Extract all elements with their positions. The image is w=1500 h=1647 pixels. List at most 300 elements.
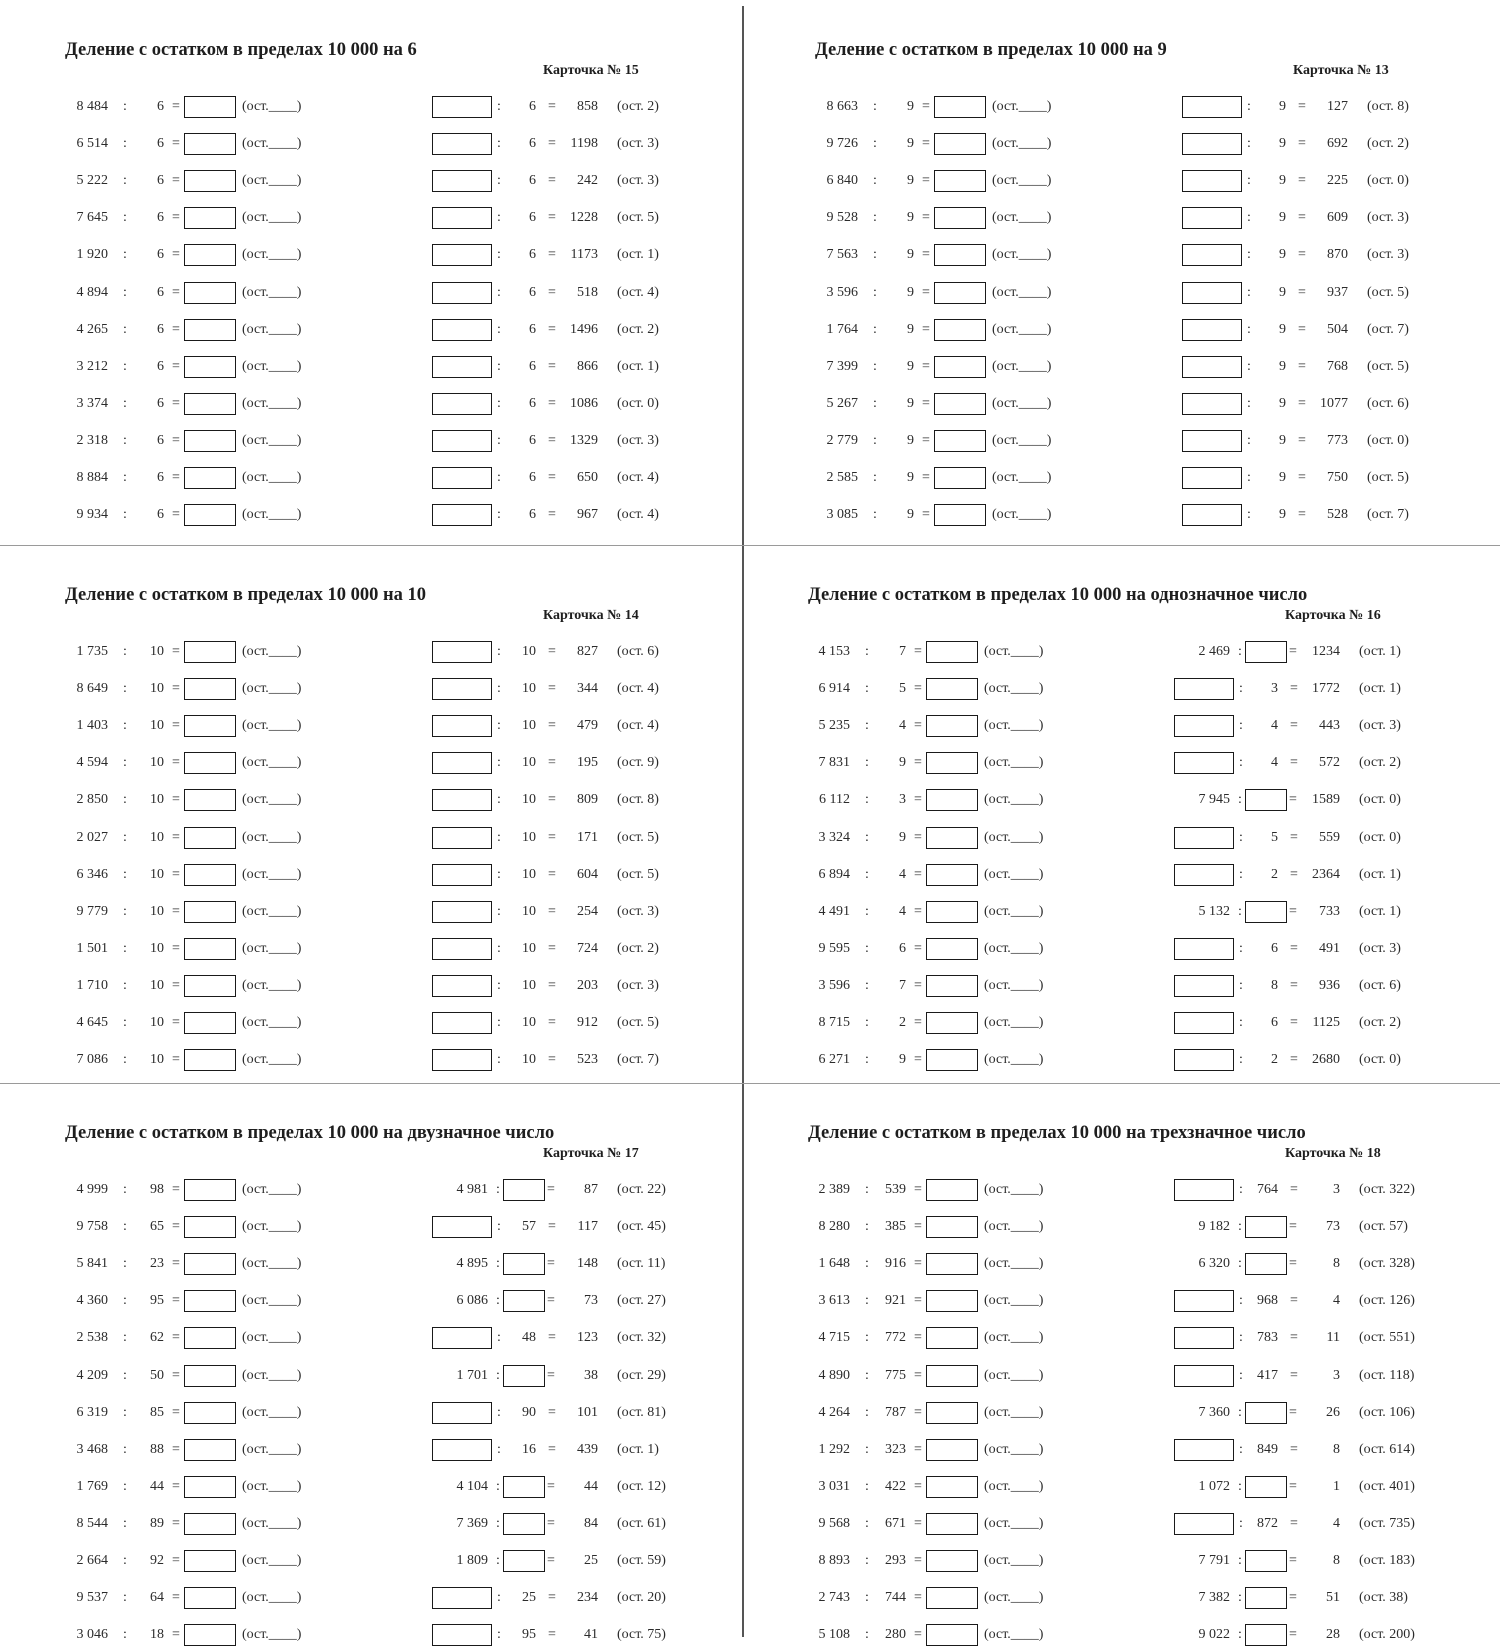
divisor: 9 [907, 321, 914, 337]
remainder-blank[interactable]: (ост.____) [992, 99, 1052, 114]
dividend-box[interactable] [432, 1049, 492, 1071]
dividend-box[interactable] [432, 504, 492, 526]
dividend-box[interactable] [1182, 244, 1242, 266]
answer-box[interactable] [934, 282, 986, 304]
answer-box[interactable] [926, 1327, 978, 1349]
answer-box[interactable] [184, 715, 236, 737]
equation-row [0, 1048, 742, 1072]
remainder-blank[interactable]: (ост.____) [242, 1182, 302, 1197]
divisor: 9 [1279, 470, 1286, 485]
answer-box[interactable] [926, 1587, 978, 1609]
answer-box[interactable] [184, 1365, 236, 1387]
divisor: 9 [1279, 395, 1286, 411]
answer-box[interactable] [184, 975, 236, 997]
remainder-blank[interactable]: (ост.____) [242, 432, 302, 448]
answer-box[interactable] [184, 1550, 236, 1572]
dividend: 4 153 [818, 644, 850, 659]
remainder-blank[interactable]: (ост.____) [242, 1627, 302, 1643]
quotient: 609 [1327, 210, 1348, 226]
dividend-box[interactable] [1182, 96, 1242, 118]
answer-box[interactable] [934, 504, 986, 526]
answer-box[interactable] [184, 1012, 236, 1034]
remainder-blank[interactable]: (ост.____) [242, 1404, 302, 1420]
equals-sign: = [172, 1478, 180, 1494]
divisor-box[interactable] [1245, 1476, 1287, 1498]
remainder-blank[interactable]: (ост.____) [242, 903, 302, 919]
remainder-blank[interactable]: (ост.____) [242, 829, 302, 845]
remainder-blank[interactable]: (ост.____) [242, 1553, 302, 1568]
divisor: 9 [907, 507, 914, 523]
divisor: 921 [885, 1293, 906, 1309]
remainder-blank[interactable]: (ост.____) [984, 1330, 1044, 1346]
remainder-blank[interactable]: (ост.____) [984, 1015, 1044, 1030]
dividend: 1 735 [76, 644, 108, 659]
dividend-box[interactable] [432, 827, 492, 849]
remainder-blank[interactable]: (ост.____) [984, 940, 1044, 956]
dividend-box[interactable] [432, 96, 492, 118]
card-title: Деление с остатком в пределах 10 000 на 6 [65, 40, 417, 60]
answer-box[interactable] [184, 901, 236, 923]
remainder-blank[interactable]: (ост.____) [984, 1293, 1044, 1309]
equals-sign: = [548, 99, 556, 114]
dividend-box[interactable] [432, 789, 492, 811]
remainder-blank[interactable]: (ост.____) [242, 358, 302, 374]
divisor: 10 [522, 792, 536, 808]
remainder-blank[interactable]: (ост.____) [984, 1478, 1044, 1494]
answer-box[interactable] [184, 133, 236, 155]
answer-box[interactable] [926, 1216, 978, 1238]
answer-box[interactable] [184, 430, 236, 452]
dividend: 9 182 [1198, 1219, 1230, 1235]
divisor-box[interactable] [1245, 1624, 1287, 1646]
equals-sign: = [172, 1627, 180, 1643]
answer-box[interactable] [926, 1513, 978, 1535]
answer-box[interactable] [184, 641, 236, 663]
answer-box[interactable] [934, 393, 986, 415]
remainder-blank[interactable]: (ост.____) [242, 1330, 302, 1346]
remainder-blank[interactable]: (ост.____) [242, 792, 302, 808]
answer-box[interactable] [926, 752, 978, 774]
remainder-blank[interactable]: (ост.____) [992, 136, 1052, 152]
divisor-box[interactable] [1245, 1216, 1287, 1238]
dividend-box[interactable] [1174, 975, 1234, 997]
divisor-box[interactable] [1245, 789, 1287, 811]
answer-box[interactable] [184, 467, 236, 489]
answer-box[interactable] [926, 789, 978, 811]
colon-sign: : [496, 1182, 500, 1197]
divisor: 16 [522, 1441, 536, 1457]
divisor-box[interactable] [1245, 1253, 1287, 1275]
answer-box[interactable] [926, 901, 978, 923]
remainder-blank[interactable]: (ост.____) [984, 755, 1044, 771]
dividend-box[interactable] [1174, 1290, 1234, 1312]
answer-box[interactable] [184, 1049, 236, 1071]
answer-box[interactable] [934, 467, 986, 489]
dividend-box[interactable] [432, 1624, 492, 1646]
remainder-blank[interactable]: (ост.____) [984, 1182, 1044, 1197]
answer-box[interactable] [926, 975, 978, 997]
quotient: 724 [577, 940, 598, 956]
remainder-blank[interactable]: (ост.____) [984, 1219, 1044, 1235]
divisor: 10 [522, 718, 536, 734]
colon-sign: : [1247, 99, 1251, 114]
quotient: 870 [1327, 247, 1348, 263]
dividend-box[interactable] [432, 1327, 492, 1349]
dividend-box[interactable] [432, 244, 492, 266]
answer-box[interactable] [184, 1624, 236, 1646]
dividend-box[interactable] [1182, 319, 1242, 341]
equals-sign: = [1289, 1219, 1297, 1235]
remainder-blank[interactable]: (ост.____) [242, 1219, 302, 1235]
divisor: 10 [150, 903, 164, 919]
remainder-blank[interactable]: (ост.____) [242, 1590, 302, 1606]
divisor-box[interactable] [503, 1179, 545, 1201]
answer-box[interactable] [184, 678, 236, 700]
remainder-blank[interactable]: (ост.____) [992, 470, 1052, 485]
dividend-box[interactable] [432, 393, 492, 415]
equation-row [0, 1549, 742, 1573]
dividend-box[interactable] [432, 1216, 492, 1238]
remainder-blank[interactable]: (ост.____) [242, 1052, 302, 1068]
answer-box[interactable] [934, 133, 986, 155]
quotient: 41 [584, 1627, 598, 1643]
colon-sign: : [865, 1330, 869, 1346]
remainder-blank[interactable]: (ост.____) [242, 940, 302, 956]
remainder-blank[interactable]: (ост.____) [242, 1478, 302, 1494]
remainder-blank[interactable]: (ост.____) [984, 1553, 1044, 1568]
divisor-box[interactable] [503, 1550, 545, 1572]
dividend-box[interactable] [1174, 678, 1234, 700]
divisor-box[interactable] [1245, 641, 1287, 663]
dividend: 2 469 [1198, 644, 1230, 659]
equals-sign: = [922, 321, 930, 337]
dividend-box[interactable] [432, 901, 492, 923]
remainder-blank[interactable]: (ост.____) [242, 507, 302, 523]
quotient: 1125 [1312, 1015, 1340, 1030]
divisor-box[interactable] [1245, 901, 1287, 923]
dividend-box[interactable] [1182, 504, 1242, 526]
remainder-blank[interactable]: (ост.____) [984, 1441, 1044, 1457]
dividend-box[interactable] [1174, 1365, 1234, 1387]
remainder-blank[interactable]: (ост.____) [992, 284, 1052, 300]
divisor-box[interactable] [503, 1513, 545, 1535]
divisor: 10 [150, 681, 164, 697]
colon-sign: : [497, 210, 501, 226]
dividend-box[interactable] [432, 133, 492, 155]
answer-box[interactable] [934, 244, 986, 266]
colon-sign: : [1239, 1052, 1243, 1068]
divisor-box[interactable] [503, 1290, 545, 1312]
answer-box[interactable] [934, 356, 986, 378]
equation-row [742, 1549, 1484, 1573]
remainder-blank[interactable]: (ост.____) [984, 1515, 1044, 1531]
dividend-box[interactable] [1174, 1327, 1234, 1349]
answer-box[interactable] [926, 1253, 978, 1275]
answer-box[interactable] [184, 282, 236, 304]
answer-box[interactable] [934, 96, 986, 118]
remainder-blank[interactable]: (ост.____) [242, 1256, 302, 1272]
answer-box[interactable] [184, 356, 236, 378]
divisor: 9 [899, 1052, 906, 1068]
remainder-blank[interactable]: (ост.____) [242, 99, 302, 114]
colon-sign: : [865, 755, 869, 771]
dividend-box[interactable] [432, 319, 492, 341]
dividend: 6 914 [818, 681, 850, 697]
answer-box[interactable] [926, 1012, 978, 1034]
divisor: 6 [157, 210, 164, 226]
dividend-box[interactable] [432, 1439, 492, 1461]
answer-box[interactable] [926, 864, 978, 886]
dividend: 1 648 [818, 1256, 850, 1272]
dividend-box[interactable] [432, 678, 492, 700]
dividend-box[interactable] [432, 938, 492, 960]
remainder-blank[interactable]: (ост.____) [242, 1293, 302, 1309]
answer-box[interactable] [184, 864, 236, 886]
answer-box[interactable] [926, 1290, 978, 1312]
answer-box[interactable] [184, 207, 236, 229]
answer-box[interactable] [926, 1439, 978, 1461]
dividend-box[interactable] [1182, 133, 1242, 155]
colon-sign: : [497, 1015, 501, 1030]
quotient: 225 [1327, 173, 1348, 189]
dividend-box[interactable] [432, 1402, 492, 1424]
divisor-box[interactable] [503, 1365, 545, 1387]
remainder-blank[interactable]: (ост.____) [242, 681, 302, 697]
remainder-blank[interactable]: (ост.____) [984, 644, 1044, 659]
remainder-blank[interactable]: (ост.____) [984, 1404, 1044, 1420]
dividend-box[interactable] [1182, 282, 1242, 304]
dividend: 1 809 [456, 1553, 488, 1568]
remainder: (ост. 6) [617, 644, 659, 659]
answer-box[interactable] [184, 1290, 236, 1312]
remainder-blank[interactable]: (ост.____) [984, 792, 1044, 808]
divisor: 9 [907, 136, 914, 152]
dividend-box[interactable] [1182, 356, 1242, 378]
remainder: (ост. 3) [1359, 940, 1401, 956]
remainder-blank[interactable]: (ост.____) [242, 395, 302, 411]
answer-box[interactable] [926, 1476, 978, 1498]
answer-box[interactable] [184, 170, 236, 192]
colon-sign: : [1238, 1256, 1242, 1272]
answer-box[interactable] [184, 752, 236, 774]
remainder-blank[interactable]: (ост.____) [242, 1367, 302, 1383]
equals-sign: = [1289, 1553, 1297, 1568]
answer-box[interactable] [184, 1513, 236, 1535]
remainder-blank[interactable]: (ост.____) [242, 470, 302, 485]
remainder-blank[interactable]: (ост.____) [242, 173, 302, 189]
remainder-blank[interactable]: (ост.____) [242, 136, 302, 152]
remainder-blank[interactable]: (ост.____) [242, 977, 302, 993]
divisor: 50 [150, 1367, 164, 1383]
remainder-blank[interactable]: (ост.____) [992, 358, 1052, 374]
divisor: 417 [1257, 1367, 1278, 1383]
answer-box[interactable] [184, 1179, 236, 1201]
remainder-blank[interactable]: (ост.____) [242, 1441, 302, 1457]
remainder-blank[interactable]: (ост.____) [984, 1627, 1044, 1643]
colon-sign: : [865, 1219, 869, 1235]
dividend-box[interactable] [432, 715, 492, 737]
dividend-box[interactable] [1174, 1439, 1234, 1461]
answer-box[interactable] [184, 504, 236, 526]
answer-box[interactable] [184, 96, 236, 118]
divisor: 89 [150, 1515, 164, 1531]
dividend-box[interactable] [432, 752, 492, 774]
answer-box[interactable] [926, 1179, 978, 1201]
answer-box[interactable] [926, 715, 978, 737]
divisor-box[interactable] [503, 1253, 545, 1275]
answer-box[interactable] [184, 938, 236, 960]
dividend-box[interactable] [432, 864, 492, 886]
equals-sign: = [1298, 99, 1306, 114]
dividend-box[interactable] [432, 430, 492, 452]
colon-sign: : [497, 829, 501, 845]
dividend-box[interactable] [432, 282, 492, 304]
answer-box[interactable] [184, 827, 236, 849]
quotient: 936 [1319, 977, 1340, 993]
dividend: 2 318 [76, 432, 108, 448]
remainder-blank[interactable]: (ост.____) [242, 247, 302, 263]
dividend-box[interactable] [1174, 1513, 1234, 1535]
dividend-box[interactable] [432, 1012, 492, 1034]
divisor-box[interactable] [1245, 1550, 1287, 1572]
remainder-blank[interactable]: (ост.____) [984, 977, 1044, 993]
dividend: 2 743 [818, 1590, 850, 1606]
dividend-box[interactable] [1174, 864, 1234, 886]
divisor: 10 [522, 829, 536, 845]
answer-box[interactable] [184, 393, 236, 415]
answer-box[interactable] [926, 1624, 978, 1646]
answer-box[interactable] [934, 207, 986, 229]
dividend-box[interactable] [1182, 430, 1242, 452]
colon-sign: : [1239, 1293, 1243, 1309]
answer-box[interactable] [926, 827, 978, 849]
divisor: 6 [529, 173, 536, 189]
dividend-box[interactable] [432, 207, 492, 229]
dividend-box[interactable] [1174, 1012, 1234, 1034]
answer-box[interactable] [184, 319, 236, 341]
dividend-box[interactable] [432, 356, 492, 378]
dividend-box[interactable] [1182, 170, 1242, 192]
equals-sign: = [547, 1182, 555, 1197]
dividend-box[interactable] [1174, 1179, 1234, 1201]
answer-box[interactable] [184, 1587, 236, 1609]
answer-box[interactable] [926, 1402, 978, 1424]
quotient: 101 [577, 1404, 598, 1420]
remainder-blank[interactable]: (ост.____) [984, 681, 1044, 697]
dividend-box[interactable] [1174, 715, 1234, 737]
remainder-blank[interactable]: (ост.____) [242, 755, 302, 771]
dividend-box[interactable] [1182, 467, 1242, 489]
answer-box[interactable] [926, 678, 978, 700]
remainder-blank[interactable]: (ост.____) [242, 866, 302, 882]
answer-box[interactable] [184, 1402, 236, 1424]
answer-box[interactable] [184, 789, 236, 811]
equals-sign: = [548, 977, 556, 993]
remainder-blank[interactable]: (ост.____) [242, 284, 302, 300]
colon-sign: : [496, 1553, 500, 1568]
answer-box[interactable] [934, 170, 986, 192]
divisor: 9 [907, 247, 914, 263]
equals-sign: = [922, 136, 930, 152]
dividend-box[interactable] [432, 1587, 492, 1609]
remainder-blank[interactable]: (ост.____) [984, 903, 1044, 919]
answer-box[interactable] [184, 1476, 236, 1498]
dividend-box[interactable] [432, 641, 492, 663]
dividend-box[interactable] [1174, 1049, 1234, 1071]
answer-box[interactable] [926, 1049, 978, 1071]
answer-box[interactable] [926, 1365, 978, 1387]
dividend-box[interactable] [1182, 393, 1242, 415]
dividend-box[interactable] [432, 467, 492, 489]
answer-box[interactable] [184, 244, 236, 266]
equation-row [742, 974, 1484, 998]
remainder: (ост. 7) [1367, 321, 1409, 337]
equation-row [0, 466, 742, 490]
remainder-blank[interactable]: (ост.____) [984, 1367, 1044, 1383]
remainder-blank[interactable]: (ост.____) [984, 718, 1044, 734]
answer-box[interactable] [926, 641, 978, 663]
remainder-blank[interactable]: (ост.____) [992, 210, 1052, 226]
remainder-blank[interactable]: (ост.____) [242, 644, 302, 659]
dividend-box[interactable] [432, 975, 492, 997]
divisor-box[interactable] [1245, 1587, 1287, 1609]
dividend-box[interactable] [1174, 752, 1234, 774]
remainder-blank[interactable]: (ост.____) [242, 1515, 302, 1531]
dividend-box[interactable] [432, 170, 492, 192]
remainder-blank[interactable]: (ост.____) [984, 829, 1044, 845]
equation-row [742, 937, 1484, 961]
remainder-blank[interactable]: (ост.____) [992, 507, 1052, 523]
dividend-box[interactable] [1174, 827, 1234, 849]
quotient: 1077 [1320, 395, 1348, 411]
answer-box[interactable] [926, 938, 978, 960]
equation-row [750, 169, 1492, 193]
answer-box[interactable] [184, 1253, 236, 1275]
divisor-box[interactable] [1245, 1402, 1287, 1424]
colon-sign: : [1247, 507, 1251, 523]
remainder-blank[interactable]: (ост.____) [984, 1052, 1044, 1068]
answer-box[interactable] [926, 1550, 978, 1572]
quotient: 4 [1333, 1515, 1340, 1531]
remainder-blank[interactable]: (ост.____) [992, 432, 1052, 448]
remainder-blank[interactable]: (ост.____) [984, 1256, 1044, 1272]
answer-box[interactable] [184, 1216, 236, 1238]
remainder-blank[interactable]: (ост.____) [992, 395, 1052, 411]
remainder-blank[interactable]: (ост.____) [242, 210, 302, 226]
remainder-blank[interactable]: (ост.____) [984, 1590, 1044, 1606]
equals-sign: = [1290, 681, 1298, 697]
colon-sign: : [123, 792, 127, 808]
divisor-box[interactable] [503, 1476, 545, 1498]
answer-box[interactable] [184, 1327, 236, 1349]
equation-row [742, 1178, 1484, 1202]
remainder-blank[interactable]: (ост.____) [242, 1015, 302, 1030]
answer-box[interactable] [184, 1439, 236, 1461]
dividend-box[interactable] [1174, 938, 1234, 960]
answer-box[interactable] [934, 430, 986, 452]
remainder-blank[interactable]: (ост.____) [992, 247, 1052, 263]
remainder-blank[interactable]: (ост.____) [992, 173, 1052, 189]
remainder-blank[interactable]: (ост.____) [992, 321, 1052, 337]
remainder: (ост. 5) [617, 829, 659, 845]
remainder-blank[interactable]: (ост.____) [242, 321, 302, 337]
equals-sign: = [914, 829, 922, 845]
dividend-box[interactable] [1182, 207, 1242, 229]
remainder-blank[interactable]: (ост.____) [984, 866, 1044, 882]
answer-box[interactable] [934, 319, 986, 341]
equals-sign: = [914, 977, 922, 993]
remainder-blank[interactable]: (ост.____) [242, 718, 302, 734]
